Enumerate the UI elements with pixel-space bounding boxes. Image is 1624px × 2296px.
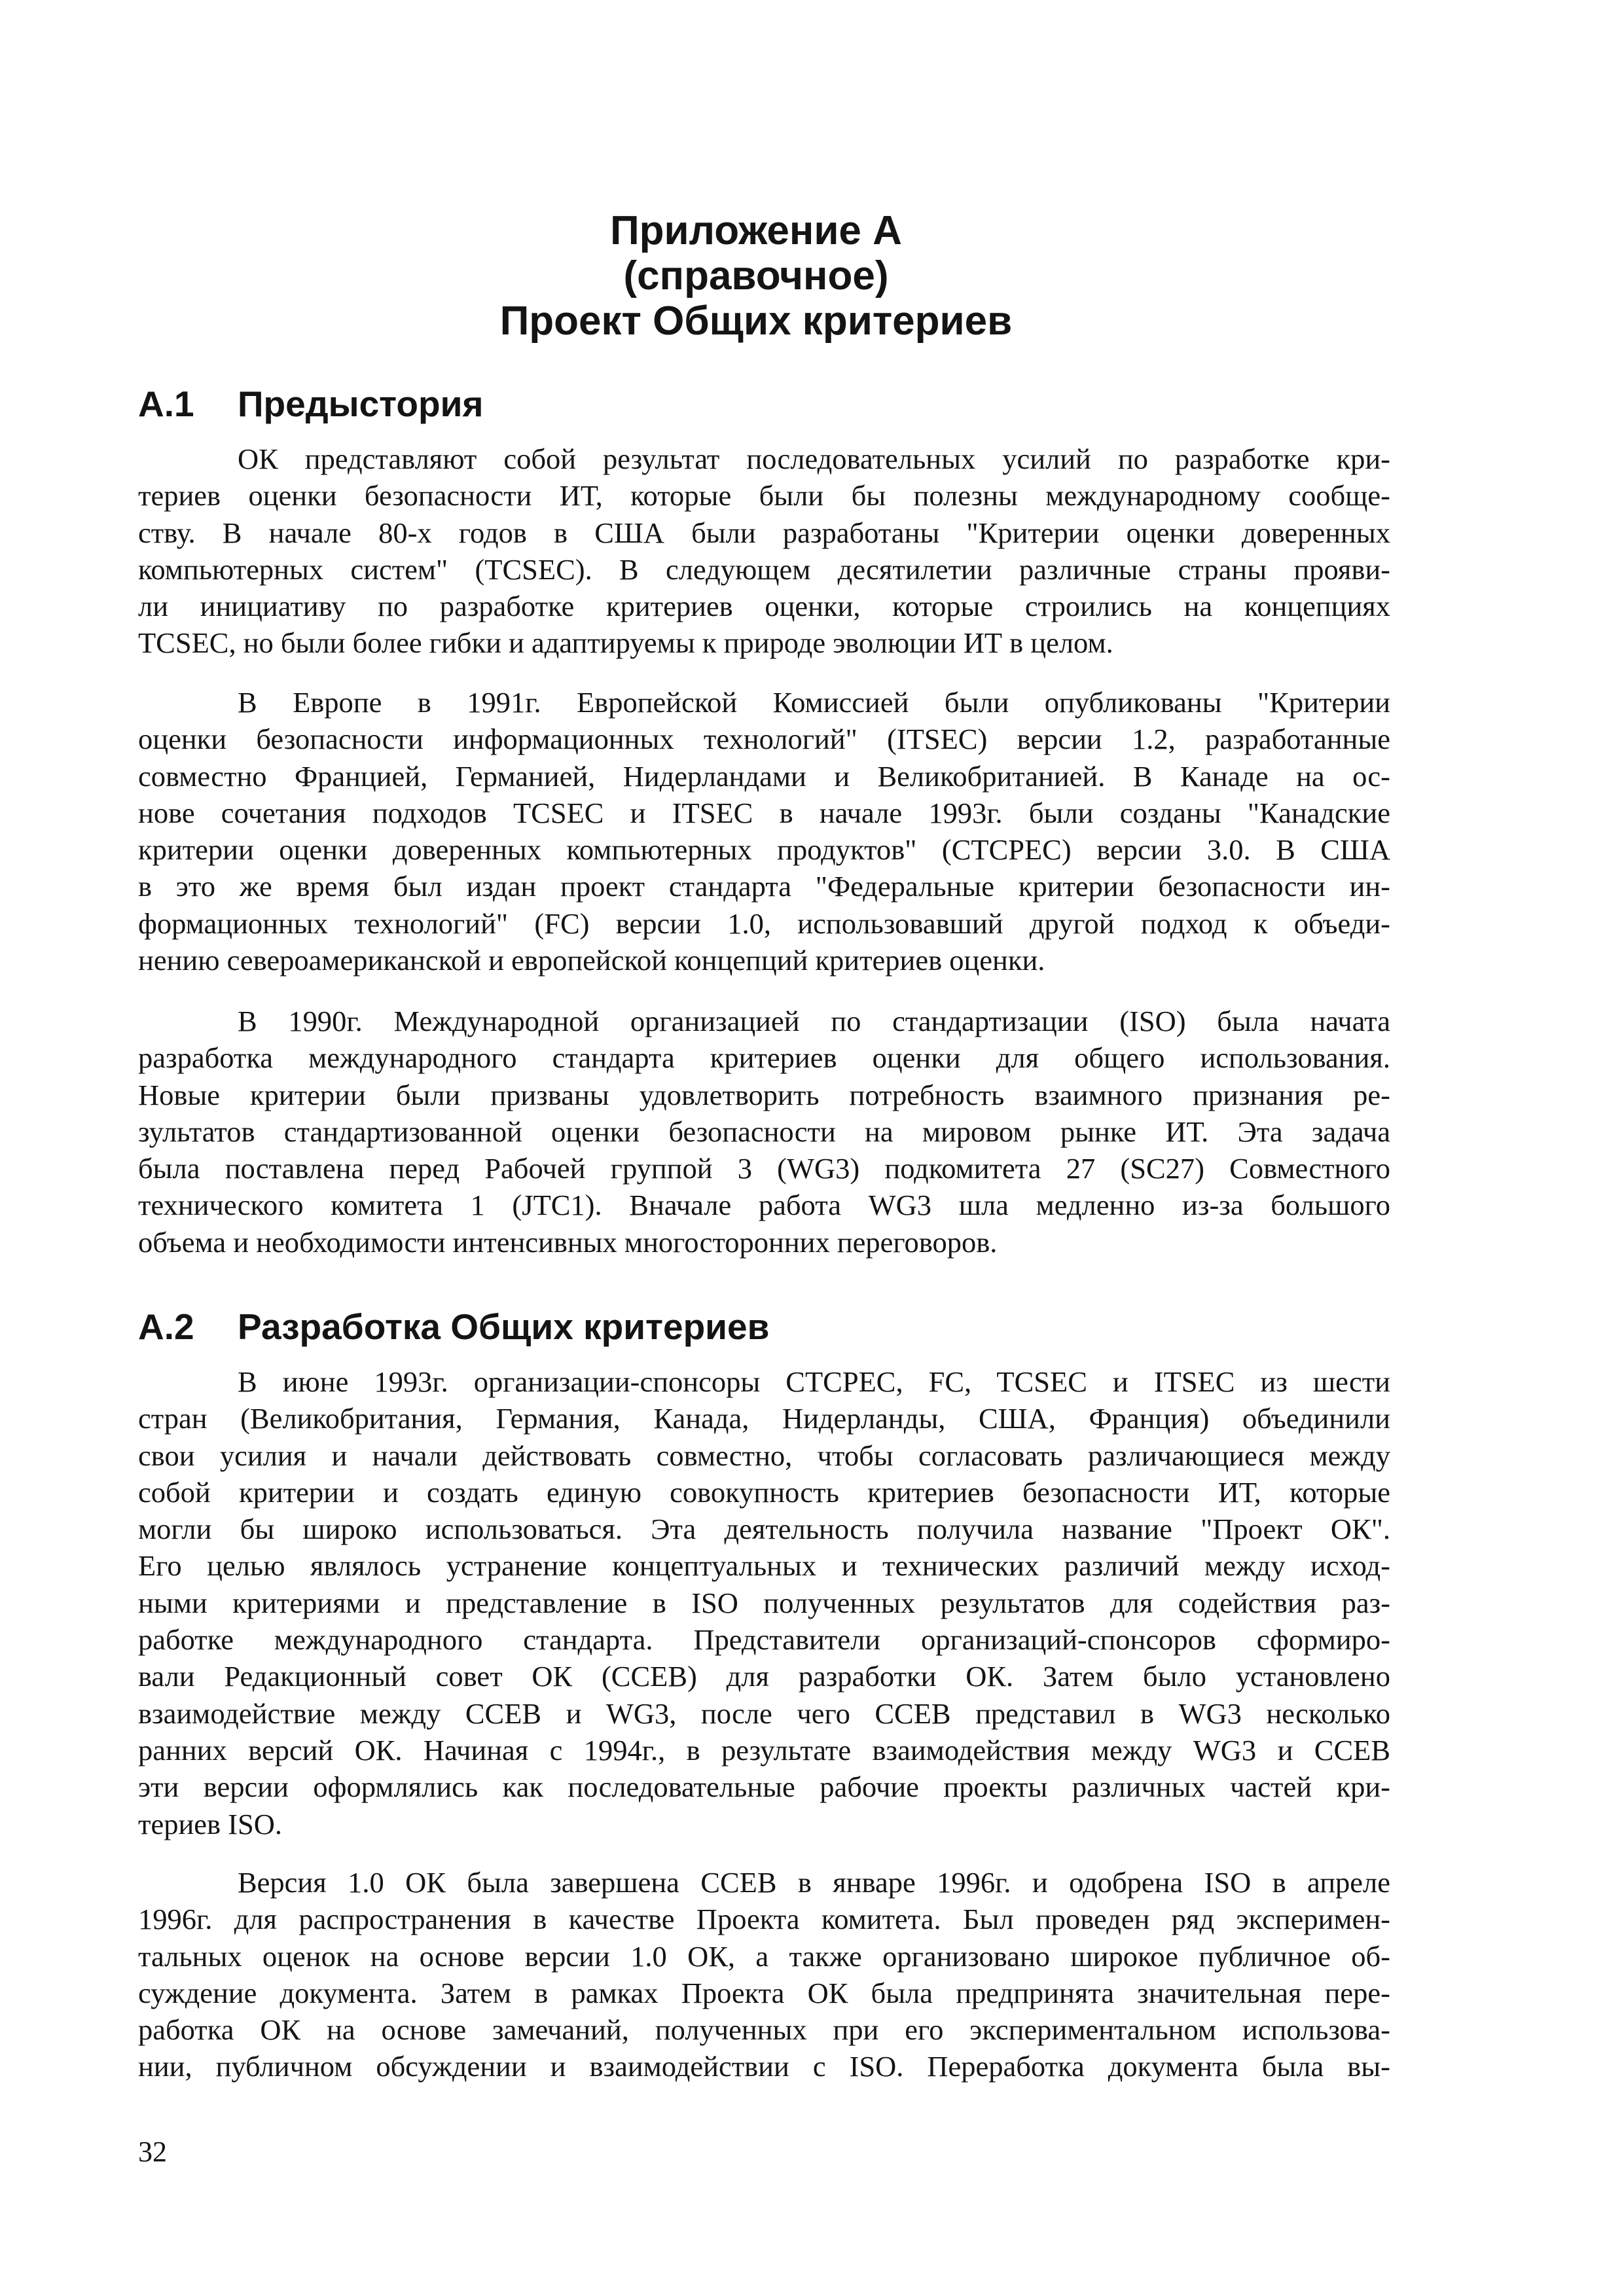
text-line: эти версии оформлялись как последовательные рабочие проекты различных частей кри- (138, 1770, 1390, 1804)
text-line: вали Редакционный совет ОК (CCEB) для разработки ОК. Затем было установлено (138, 1660, 1390, 1693)
paragraph (138, 1864, 1390, 2085)
text-line: В 1990г. Международной организацией по стандартизации (ISO) была начата (238, 1005, 1390, 1037)
text-line: критерии оценки доверенных компьютерных продуктов" (CTCPEC) версии 3.0. В США (138, 833, 1390, 867)
text-line: разработка международного стандарта критериев оценки для общего использования. (138, 1041, 1390, 1075)
paragraph (138, 684, 1390, 978)
paragraph (138, 1003, 1390, 1261)
text-line: оценки безопасности информационных технологий" (ITSEC) версии 1.2, разработанные (138, 723, 1390, 756)
text-line: технического комитета 1 (JTC1). Вначале работа WG3 шла медленно из-за большого (138, 1189, 1390, 1222)
text-line: Версия 1.0 ОК была завершена CCEB в январе 1996г. и одобрена ISO в апреле (238, 1866, 1390, 1899)
text-line: совместно Францией, Германией, Нидерландами и Великобританией. В Канаде на ос- (138, 759, 1390, 793)
text-line: ными критериями и представление в ISO полученных результатов для содействия раз- (138, 1586, 1390, 1619)
text-line: работке международного стандарта. Представители организаций-спонсоров сформиро- (138, 1623, 1390, 1657)
text-line: зультатов стандартизованной оценки безопасности на мировом рынке ИТ. Эта задача (138, 1115, 1390, 1148)
section-number: А.1 (138, 384, 194, 424)
text-line: нению североамериканской и европейской концепций критериев оценки. (138, 944, 1045, 977)
text-line: формационных технологий" (FC) версии 1.0, использовавший другой подход к объеди- (138, 906, 1390, 940)
text-line: свои усилия и начали действовать совместно, чтобы согласовать различающиеся между (138, 1439, 1390, 1472)
text-line: собой критерии и создать единую совокупность критериев безопасности ИТ, которые (138, 1475, 1390, 1509)
appendix-title-line-2: (справочное) (623, 253, 889, 298)
text-line: В июне 1993г. организации-спонсоры CTCPEC, FC, TCSEC и ITSEC из шести (238, 1365, 1390, 1398)
text-line: суждение документа. Затем в рамках Проекта ОК была предпринята значительная пере- (138, 1976, 1390, 2009)
text-line: В Европе в 1991г. Европейской Комиссией были опубликованы "Критерии (238, 686, 1390, 719)
text-line: TCSEC, но были более гибки и адаптируемы к природе эволюции ИТ в целом. (138, 626, 1113, 660)
text-line: ству. В начале 80-х годов в США были разработаны "Критерии оценки доверенных (138, 516, 1390, 549)
text-line: компьютерных систем" (TCSEC). В следующем десятилетии различные страны прояви- (138, 552, 1390, 586)
text-line: нии, публичном обсуждении и взаимодействии с ISO. Переработка документа была вы- (138, 2050, 1390, 2083)
text-line: Его целью являлось устранение концептуальных и технических различий между исход- (138, 1549, 1390, 1583)
text-line: взаимодействие между CCEB и WG3, после чего CCEB представил в WG3 несколько (138, 1696, 1390, 1730)
paragraph (138, 440, 1390, 662)
text-line: ОК представляют собой результат последовательных усилий по разработке кри- (238, 442, 1390, 475)
text-line: териев ISO. (138, 1807, 282, 1840)
section-heading-a1 (138, 383, 484, 425)
text-line: тальных оценок на основе версии 1.0 ОК, а также организовано широкое публичное об- (138, 1939, 1390, 1973)
section-title: Разработка Общих критериев (238, 1306, 770, 1347)
text-line: ли инициативу по разработке критериев оценки, которые строились на концепциях (138, 590, 1390, 623)
text-line: 1996г. для распространения в качестве Проекта комитета. Был проведен ряд эксперимен- (138, 1903, 1390, 1936)
text-line: стран (Великобритания, Германия, Канада, Нидерланды, США, Франция) объединили (138, 1402, 1390, 1435)
text-line: могли бы широко использоваться. Эта деятельность получила название "Проект ОК". (138, 1513, 1390, 1546)
appendix-title (0, 208, 1512, 344)
text-line: нове сочетания подходов TCSEC и ITSEC в начале 1993г. были созданы "Канадские (138, 796, 1390, 829)
appendix-title-line-1: Приложение А (610, 208, 902, 253)
page-number: 32 (138, 2136, 167, 2168)
text-line: ранних версий ОК. Начиная с 1994г., в результате взаимодействия между WG3 и CCEB (138, 1733, 1390, 1767)
section-heading-a2 (138, 1306, 769, 1348)
text-line: работка ОК на основе замечаний, полученных при его экспериментальном использова- (138, 2013, 1390, 2047)
section-title: Предыстория (238, 384, 484, 424)
text-line: в это же время был издан проект стандарта "Федеральные критерии безопасности ин- (138, 870, 1390, 903)
text-line: объема и необходимости интенсивных многосторонних переговоров. (138, 1225, 998, 1259)
section-number: А.2 (138, 1306, 194, 1347)
paragraph (138, 1363, 1390, 1842)
text-line: териев оценки безопасности ИТ, которые были бы полезны международному сообще- (138, 479, 1390, 512)
text-line: была поставлена перед Рабочей группой 3 (WG3) подкомитета 27 (SC27) Совместного (138, 1152, 1390, 1185)
appendix-title-line-3: Проект Общих критериев (499, 298, 1013, 344)
text-line: Новые критерии были призваны удовлетворить потребность взаимного признания ре- (138, 1078, 1390, 1111)
